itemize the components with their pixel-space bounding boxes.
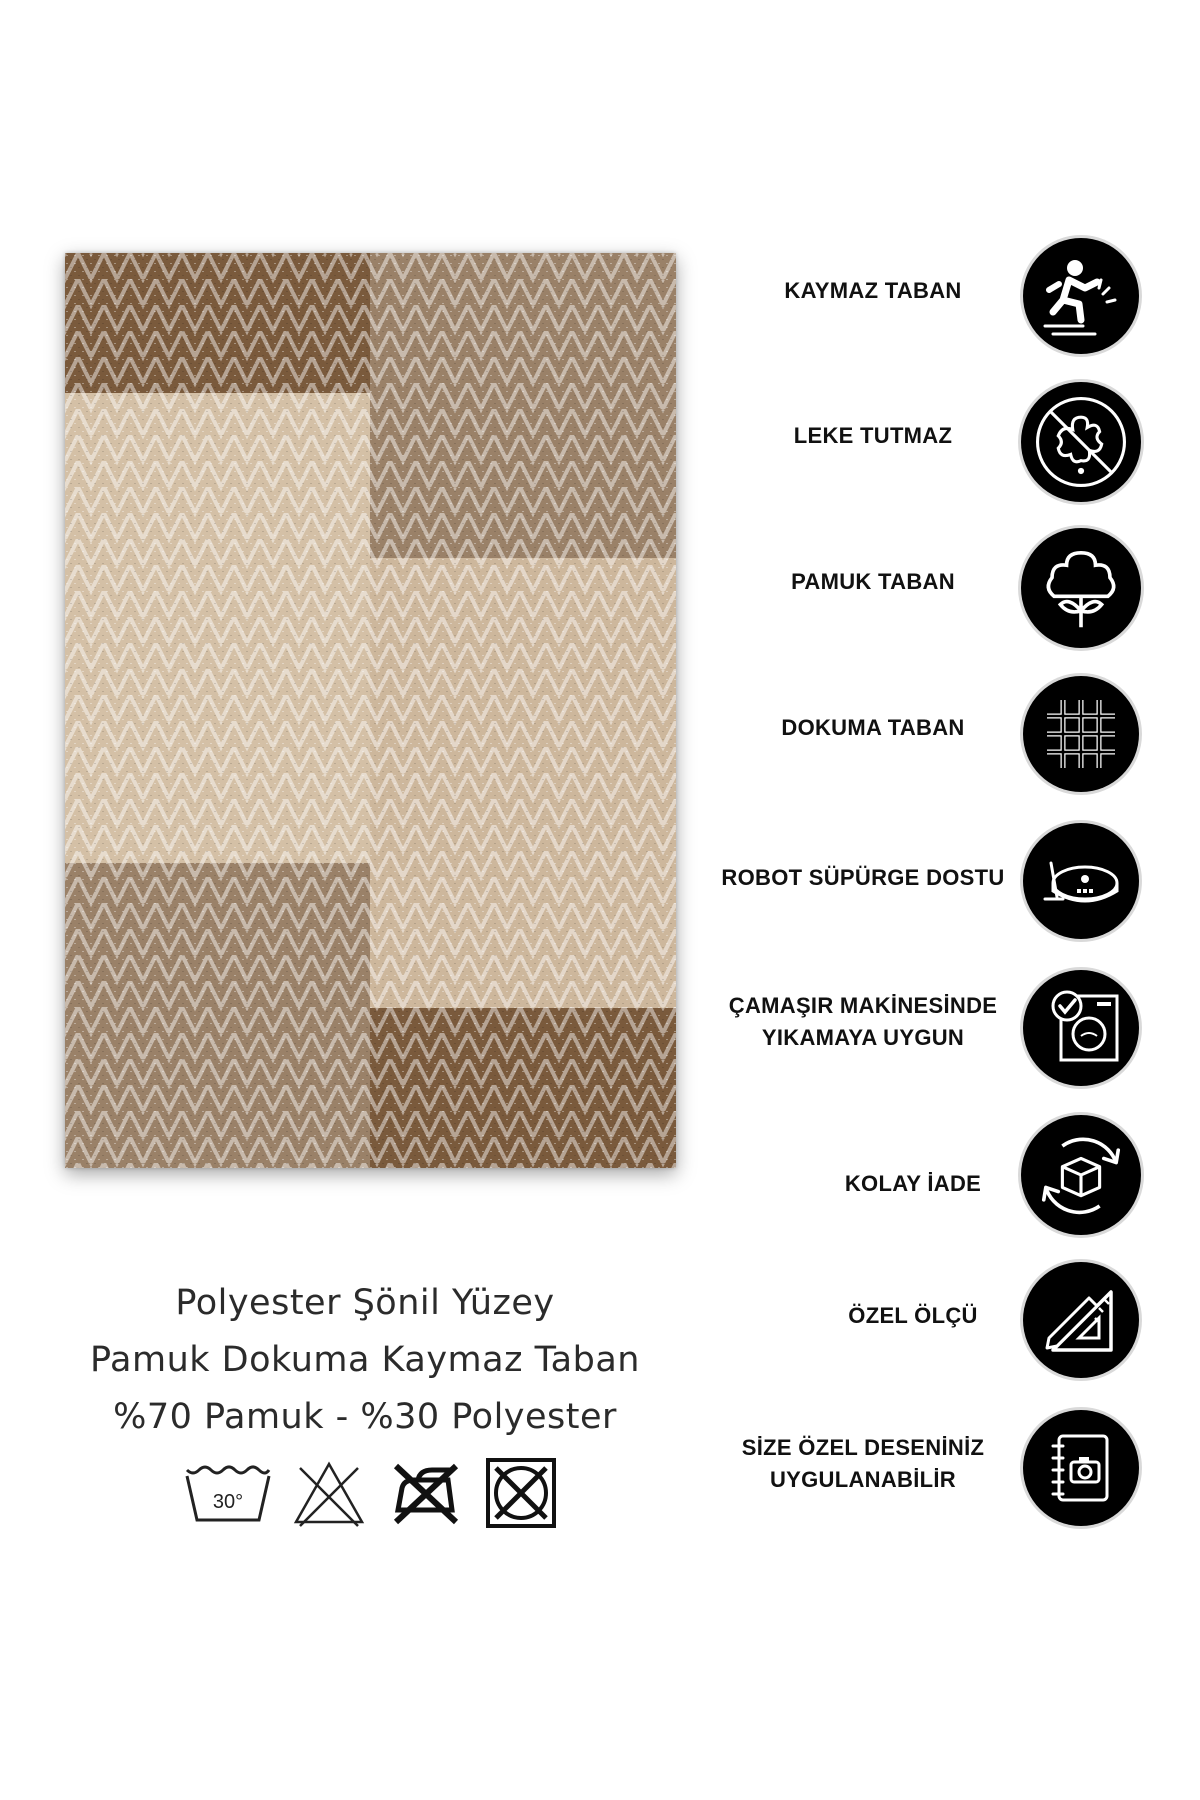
spec-line-surface: Polyester Şönil Yüzey: [175, 1283, 555, 1323]
feature-label-pamuk-taban: [723, 566, 1023, 598]
feature-label-line: UYGULANABİLİR: [769, 1467, 956, 1492]
feature-label-kolay-iade: [763, 1168, 1063, 1200]
spec-line-composition: %70 Pamuk - %30 Polyester: [113, 1397, 617, 1437]
no-bleach-icon: [292, 1458, 366, 1528]
wash-temperature: 30°: [212, 1491, 244, 1513]
feature-label-line: KAYMAZ TABAN: [784, 278, 962, 303]
rug-product-image: [65, 253, 676, 1168]
feature-label-line: ÖZEL ÖLÇÜ: [848, 1303, 978, 1328]
feature-label-line: YIKAMAYA UYGUN: [761, 1025, 965, 1050]
cotton-icon: [1021, 528, 1141, 648]
feature-label-line: SİZE ÖZEL DESENİNİZ: [741, 1435, 985, 1460]
feature-label-line: ROBOT SÜPÜRGE DOSTU: [721, 865, 1005, 890]
custom-size-icon: [1023, 1262, 1139, 1378]
slip-icon: [1023, 238, 1139, 354]
feature-label-robot-supurge: [713, 862, 1013, 894]
robot-vacuum-icon: [1023, 823, 1139, 939]
feature-label-line: PAMUK TABAN: [791, 569, 955, 594]
feature-label-line: ÇAMAŞIR MAKİNESİNDE: [728, 993, 998, 1018]
easy-return-icon: [1021, 1115, 1141, 1235]
no-tumble-dry-icon: [484, 1458, 558, 1528]
custom-design-icon: [1023, 1410, 1139, 1526]
rug-pattern: [65, 253, 676, 1168]
wash-30-icon: [183, 1458, 273, 1528]
feature-label-line: LEKE TUTMAZ: [793, 423, 953, 448]
feature-label-camasir-makinesi: [713, 990, 1013, 1054]
feature-label-leke-tutmaz: [723, 420, 1023, 452]
feature-label-line: DOKUMA TABAN: [781, 715, 965, 740]
feature-label-kaymaz-taban: [723, 275, 1023, 307]
feature-label-size-ozel-desen: [713, 1432, 1013, 1496]
stain-resistant-icon: [1021, 382, 1141, 502]
feature-label-line: KOLAY İADE: [844, 1171, 982, 1196]
spec-line-base: Pamuk Dokuma Kaymaz Taban: [90, 1340, 640, 1380]
weave-icon: [1023, 676, 1139, 792]
no-iron-icon: [388, 1458, 462, 1528]
feature-label-ozel-olcu: [763, 1300, 1063, 1332]
washing-machine-icon: [1023, 970, 1139, 1086]
feature-label-dokuma-taban: [723, 712, 1023, 744]
